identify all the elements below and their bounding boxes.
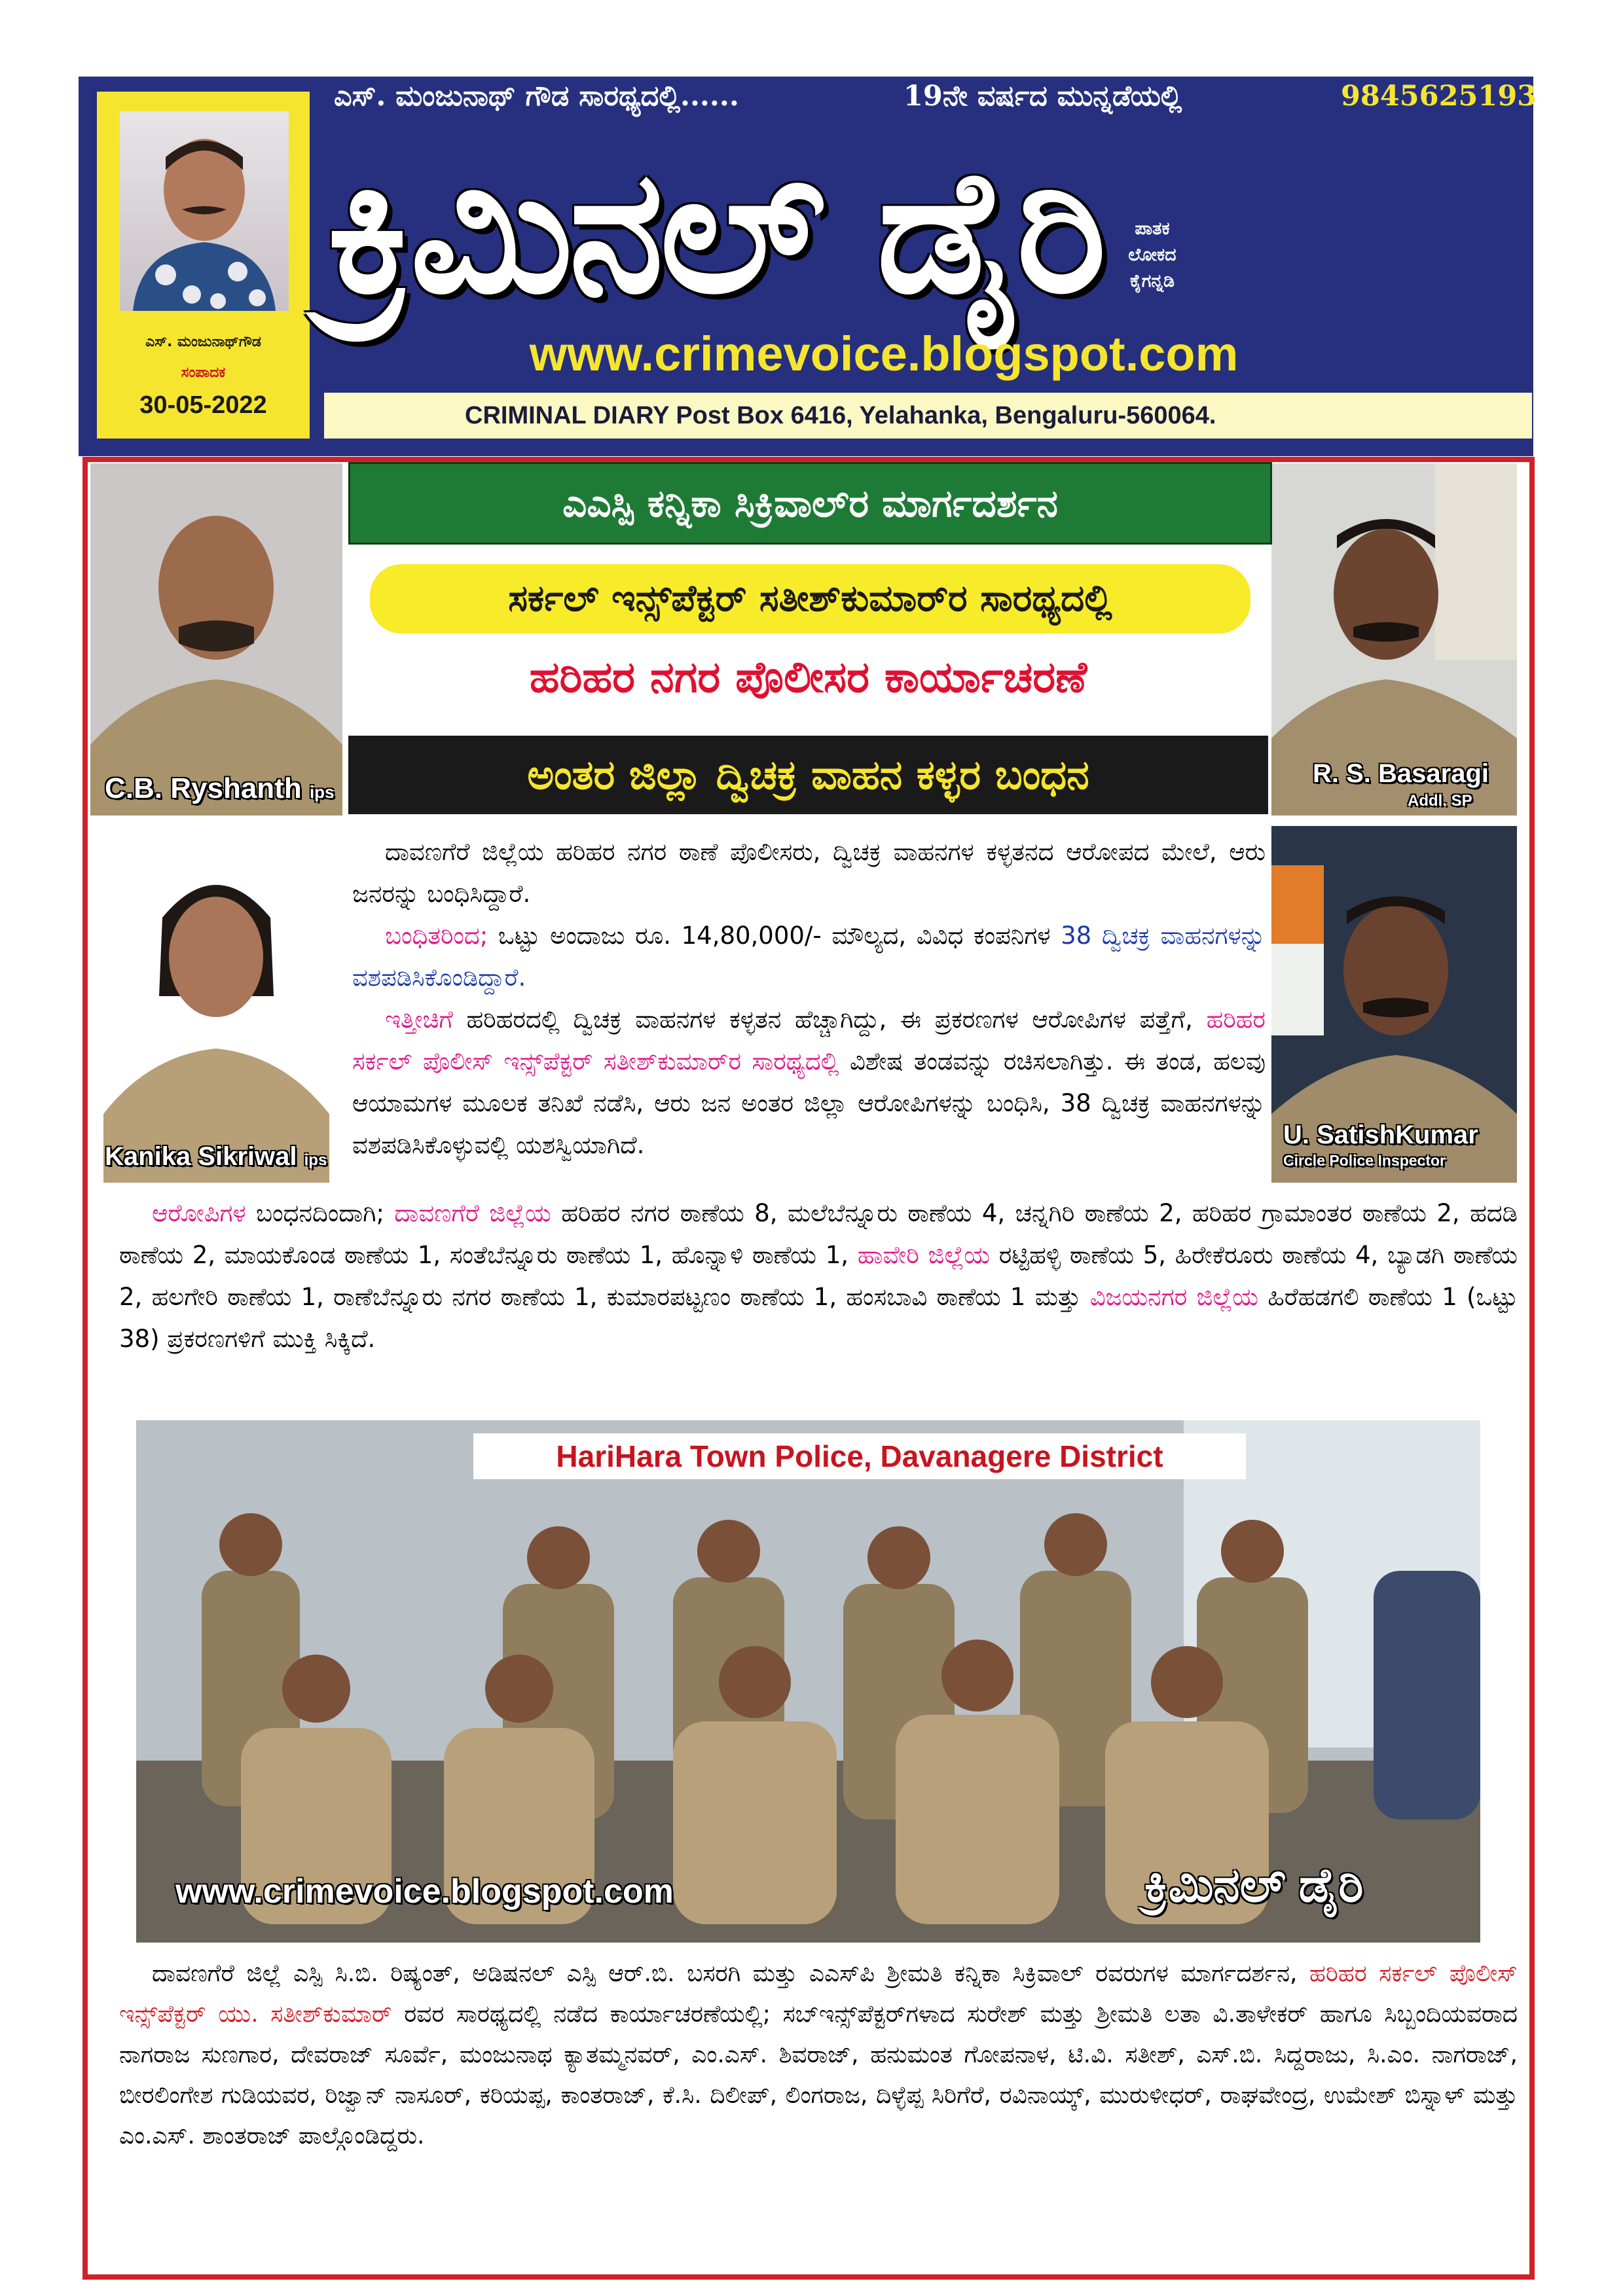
banner-arrest: ಅಂತರ ಜಿಲ್ಲಾ ದ್ವಿಚಕ್ರ ವಾಹನ ಕಳ್ಳರ ಬಂಧನ [348, 736, 1268, 814]
article-closing [119, 1954, 1518, 2157]
paper-title: ಕ್ರಿಮಿನಲ್ ಡೈರಿ [327, 134, 1103, 331]
patron-line: ಎಸ್. ಮಂಜುನಾಥ್ ಗೌಡ ಸಾರಥ್ಯದಲ್ಲಿ...... [334, 80, 739, 113]
banner-guidance: ಎಎಸ್ಪಿ ಕನ್ನಿಕಾ ಸಿಕ್ರಿವಾಲ್‌ರ ಮಾರ್ಗದರ್ಶನ [348, 462, 1272, 545]
photo-ryshanth [90, 463, 342, 816]
role-basaragi: Addl. SP [1408, 792, 1472, 810]
editor-role: ಸಂಪಾದಕ [181, 365, 226, 381]
photo-kanika [90, 826, 342, 1183]
tagline-line-1: ಪಾತಕ [1135, 219, 1170, 239]
article-cases [119, 1193, 1518, 1360]
group-photo-caption: HariHara Town Police, Davanagere District [473, 1433, 1246, 1479]
photo-watermark-url: www.crimevoice.blogspot.com [175, 1873, 674, 1910]
paragraph-5: ದಾವಣಗೆರೆ ಜಿಲ್ಲೆ ಎಸ್ಪಿ ಸಿ.ಬಿ. ರಿಷ್ಯಂತ್, ಅಡಿಷನಲ್ ಎಸ್ಪಿ ಆರ್.ಬಿ. ಬಸರಗಿ ಮತ್ತು ಎಎಸ್‌ಪಿ ಶ್ರೀಮತಿ ಕನ್ನಿಕಾ ಸಿಕ್ರಿವಾಲ್ ರವರುಗಳ ಮಾರ್ಗದರ್ಶನ, ಹರಿಹರ ಸರ್ಕಲ್ ಪೊಲೀಸ್ ಇನ್ಸ್‌ಪೆಕ್ಟರ್ ಯು. ಸತೀಶ್‌ಕುಮಾರ್ ರವರ ಸಾರಥ್ಯದಲ್ಲಿ ನಡೆದ ಕಾರ್ಯಾಚರಣೆಯಲ್ಲಿ; ಸಬ್‌ಇನ್ಸ್‌ಪೆಕ್ಟರ್‌ಗಳಾದ ಸುರೇಶ್ ಮತ್ತು ಶ್ರೀಮತಿ ಲತಾ ವಿ.ತಾಳೇಕರ್ ಹಾಗೂ ಸಿಬ್ಬಂದಿಯವರಾದ ನಾಗರಾಜ ಸುಣಗಾರ, ದೇವರಾಜ್ ಸೂರ್ವೆ, ಮಂಜುನಾಥ ಕ್ಯಾತಮ್ಮನವರ್, ಎಂ.ಎಸ್. ಶಿವರಾಜ್, ಹನುಮಂತ ಗೋಪನಾಳ, ಟಿ.ವಿ. ಸತೀಶ್, ಎಸ್.ಬಿ. ಸಿದ್ದರಾಜು, ಸಿ.ಎಂ. ನಾಗರಾಜ್, ಬೀರಲಿಂಗೇಶ ಗುಡಿಯವರ, ರಿಜ್ವಾನ್ ನಾಸೂರ್, ಕರಿಯಪ್ಪ, ಕಾಂತರಾಜ್, ಕೆ.ಸಿ. ದಿಲೀಪ್, ಲಿಂಗರಾಜ, ದಿಳ್ಳೆಪ್ಪ ಸಿರಿಗೆರೆ, ರವಿನಾಯ್ಕ್, ಮುರುಳೀಧರ್, ರಾಘವೇಂದ್ರ, ಉಮೇಶ್ ಬಿಸ್ನಾಳ್ ಮತ್ತು ಎಂ.ಎಸ್. ಶಾಂತರಾಜ್ ಪಾಲ್ಗೊಂಡಿದ್ದರು. [119, 1960, 1518, 2149]
photo-watermark-title: ಕ್ರಿಮಿನಲ್ ಡೈರಿ [1144, 1859, 1364, 1912]
banner-leadership: ಸರ್ಕಲ್ ಇನ್ಸ್‌ಪೆಕ್ಟರ್ ಸತೀಶ್‌ಕುಮಾರ್‌ರ ಸಾರಥ್ಯದಲ್ಲಿ [370, 564, 1250, 634]
banner-operation: ಹರಿಹರ ನಗರ ಪೊಲೀಸರ ಕಾರ್ಯಾಚರಣೆ [348, 641, 1268, 713]
article-intro [352, 831, 1266, 1166]
address-bar [324, 393, 1532, 439]
paragraph-4: ಆರೋಪಿಗಳ ಬಂಧನದಿಂದಾಗಿ; ದಾವಣಗೆರೆ ಜಿಲ್ಲೆಯ ಹರಿಹರ ನಗರ ಠಾಣೆಯ 8, ಮಲೆಬೆನ್ನೂರು ಠಾಣೆಯ 4, ಚನ್ನಗಿರಿ ಠಾಣೆಯ 2, ಹರಿಹರ ಗ್ರಾಮಾಂತರ ಠಾಣೆಯ 2, ಹದಡಿ ಠಾಣೆಯ 2, ಮಾಯಕೊಂಡ ಠಾಣೆಯ 1, ಸಂತೆಬೆನ್ನೂರು ಠಾಣೆಯ 1, ಹೊನ್ನಾಳಿ ಠಾಣೆಯ 1, ಹಾವೇರಿ ಜಿಲ್ಲೆಯ ರಟ್ಟಿಹಳ್ಳಿ ಠಾಣೆಯ 5, ಹಿರೇಕೆರೂರು ಠಾಣೆಯ 4, ಬ್ಯಾಡಗಿ ಠಾಣೆಯ 2, ಹಲಗೇರಿ ಠಾಣೆಯ 1, ರಾಣೆಬೆನ್ನೂರು ನಗರ ಠಾಣೆಯ 1, ಕುಮಾರಪಟ್ಟಣಂ ಠಾಣೆಯ 1, ಹಂಸಬಾವಿ ಠಾಣೆಯ 1 ಮತ್ತು ವಿಜಯನಗರ ಜಿಲ್ಲೆಯ ಹಿರೆಹಡಗಲಿ ಠಾಣೆಯ 1 (ಒಟ್ಟು 38) ಪ್ರಕರಣಗಳಿಗೆ ಮುಕ್ತಿ ಸಿಕ್ಕಿದೆ. [119, 1199, 1518, 1353]
tagline [1100, 216, 1205, 295]
name-ryshanth: C.B. Ryshanth ips [105, 772, 335, 804]
name-basaragi: R. S. Basaragi [1313, 759, 1489, 788]
role-satish: Circle Police Inspector [1283, 1152, 1446, 1169]
group-photo [136, 1420, 1480, 1943]
name-kanika: Kanika Sikriwal ips [105, 1142, 327, 1171]
editor-photo [120, 111, 289, 311]
website-url[interactable]: www.crimevoice.blogspot.com [529, 327, 1239, 381]
name-satish: U. SatishKumar [1283, 1121, 1478, 1149]
phone-number: 9845625193 [1341, 80, 1537, 113]
paragraph-1: ದಾವಣಗೆರೆ ಜಿಲ್ಲೆಯ ಹರಿಹರ ನಗರ ಠಾಣೆ ಪೊಲೀಸರು, ದ್ವಿಚಕ್ರ ವಾಹನಗಳ ಕಳ್ಳತನದ ಆರೋಪದ ಮೇಲೆ, ಆರು ಜನರನ್ನು ಬಂಧಿಸಿದ್ದಾರೆ. [352, 838, 1266, 908]
editor-name: ಎಸ್. ಮಂಜುನಾಥ್‌ಗೌಡ [145, 334, 261, 350]
tagline-line-3: ಕೈಗನ್ನಡಿ [1129, 271, 1175, 291]
address-text: CRIMINAL DIARY Post Box 6416, Yelahanka, Bengaluru-560064. [465, 402, 1216, 429]
issue-date: 30-05-2022 [139, 391, 267, 419]
tagline-line-2: ಲೋಕದ [1128, 245, 1176, 265]
paragraph-2: ಬಂಧಿತರಿಂದ; ಒಟ್ಟು ಅಂದಾಜು ರೂ. 14,80,000/- ಮೌಲ್ಯದ, ವಿವಿಧ ಕಂಪನಿಗಳ 38 ದ್ವಿಚಕ್ರ ವಾಹನಗಳನ್ನು ವಶಪಡಿಸಿಕೊಂಡಿದ್ದಾರೆ. [352, 922, 1266, 992]
paragraph-3: ಇತ್ತೀಚಿಗೆ ಹರಿಹರದಲ್ಲಿ ದ್ವಿಚಕ್ರ ವಾಹನಗಳ ಕಳ್ಳತನ ಹೆಚ್ಚಾಗಿದ್ದು, ಈ ಪ್ರಕರಣಗಳ ಆರೋಪಿಗಳ ಪತ್ತೆಗೆ, ಹರಿಹರ ಸರ್ಕಲ್ ಪೊಲೀಸ್ ಇನ್ಸ್‌ಪೆಕ್ಟರ್ ಸತೀಶ್‌ಕುಮಾರ್‌ರ ಸಾರಥ್ಯದಲ್ಲಿ ವಿಶೇಷ ತಂಡವನ್ನು ರಚಿಸಲಾಗಿತ್ತು. ಈ ತಂಡ, ಹಲವು ಆಯಾಮಗಳ ಮೂಲಕ ತನಿಖೆ ನಡೆಸಿ, ಆರು ಜನ ಅಂತರ ಜಿಲ್ಲಾ ಆರೋಪಿಗಳನ್ನು ಬಂಧಿಸಿ, 38 ದ್ವಿಚಕ್ರ ವಾಹನಗಳನ್ನು ವಶಪಡಿಸಿಕೊಳ್ಳುವಲ್ಲಿ ಯಶಸ್ವಿಯಾಗಿದೆ. [352, 1005, 1266, 1159]
year-line: 19ನೇ ವರ್ಷದ ಮುನ್ನಡೆಯಲ್ಲಿ [903, 80, 1182, 113]
